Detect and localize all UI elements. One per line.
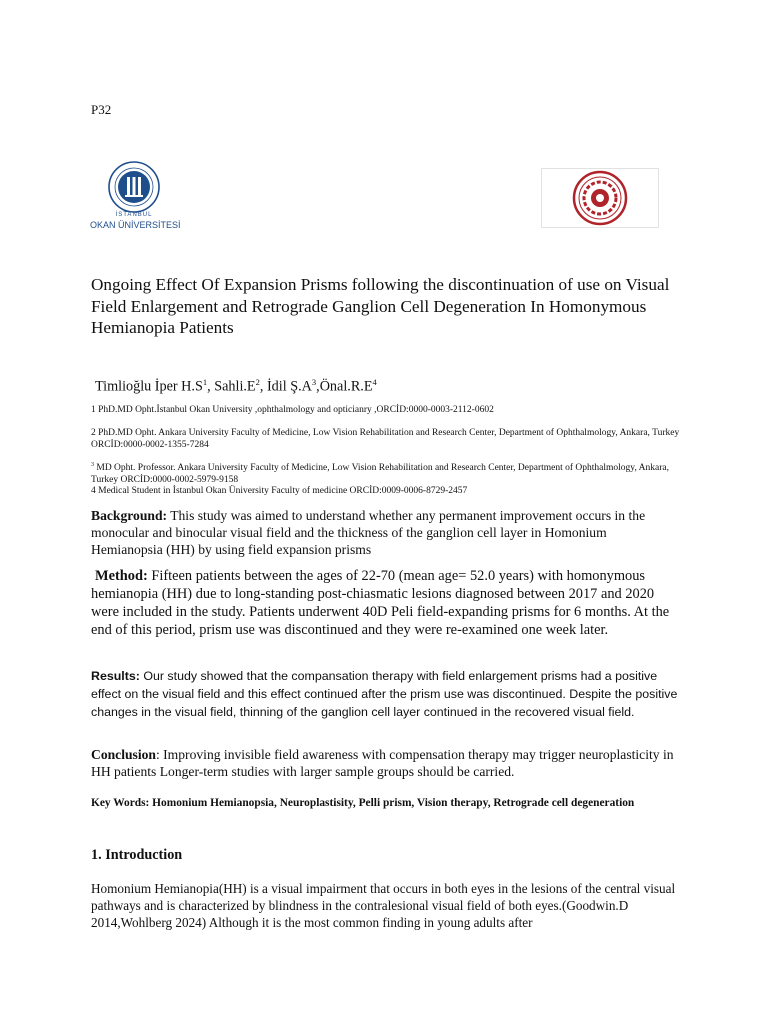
- ankara-university-seal-icon: [542, 169, 658, 227]
- affiliation-4: 4 Medical Student in İstanbul Okan Üniversity Faculty of medicine ORCİD:0009-0006-8729-2457: [91, 486, 468, 496]
- author-2: , Sahli.E: [207, 378, 256, 395]
- logo-line-istanbul: İSTANBUL: [115, 212, 153, 218]
- author-3-affiliation: 3: [311, 377, 317, 387]
- paper-title: Ongoing Effect Of Expansion Prisms following the discontinuation of use on Visual Field Enlargement and Retrograde Ganglion Cell Degeneration In Homonymous Hemianopia Patients: [91, 275, 670, 337]
- abstract-conclusion: [91, 746, 681, 780]
- author-list: [95, 377, 377, 396]
- ankara-university-logo: [541, 168, 659, 228]
- conclusion-label: Conclusion: [91, 747, 156, 762]
- affiliation-1: 1 PhD.MD Opht.İstanbul Okan University ,ophthalmology and opticianry ,ORCİD:0000-0003-2112-0602: [91, 405, 494, 415]
- abstract-method: [91, 567, 681, 639]
- author-1-affiliation: 1: [202, 377, 208, 387]
- logo-line-okan: OKAN ÜNİVERSİTESİ: [90, 220, 181, 230]
- affiliation-2: 2 PhD.MD Opht. Ankara University Faculty of Medicine, Low Vision Rehabilitation and Research Center, Department of Ophthalmology, Ankara, Turkey ORCİD:0000-0002-1355-7284: [91, 428, 680, 450]
- page-code: P32: [91, 102, 112, 117]
- abstract-background: [91, 507, 681, 558]
- keywords: Key Words: Homonium Hemianopsia, Neuroplastisity, Pelli prism, Vision therapy, Retrograde cell degeneration: [91, 797, 635, 809]
- results-label: Results:: [91, 669, 140, 683]
- background-label: Background:: [91, 508, 168, 523]
- author-4: ,Önal.R.E: [316, 378, 373, 395]
- affiliation-3-number: 3: [91, 462, 94, 468]
- affiliation-3-text: MD Opht. Professor. Ankara University Faculty of Medicine, Low Vision Rehabilitation and Research Center, Department of Ophthalmology, Ankara, Turkey ORCİD:0000-0002-5979-9158: [91, 463, 670, 485]
- section-heading-introduction: 1. Introduction: [91, 847, 183, 863]
- introduction-paragraph: Homonium Hemianopia(HH) is a visual impairment that occurs in both eyes in the lesions of the central visual pathways and is characterized by blindness in the contralesional visual field of both eyes.(Goodwin.D 2014,Wohlberg 2024) Although it is the most common finding in young adults after: [91, 881, 676, 930]
- conclusion-text: : Improving invisible field awareness with compensation therapy may trigger neuroplasticity in HH patients Longer-term studies with larger sample groups should be carried.: [91, 747, 674, 779]
- results-text: Our study showed that the compansation therapy with field enlargement prisms had a positive effect on the visual field and this effect continued after the prism use was discontinued. Despite the positive changes in the visual field, thinning of the ganglion cell layer continued in the recovered visual field.: [91, 669, 678, 719]
- method-label: Method:: [95, 568, 148, 584]
- author-4-affiliation: 4: [372, 377, 377, 387]
- affiliation-3: [91, 460, 691, 486]
- method-text: Fifteen patients between the ages of 22-70 (mean age= 52.0 years) with homonymous hemianopia (HH) due to long-standing post-chiasmatic lesions diagnosed between 2017 and 2020 were included in the study. Patients underwent 40D Peli field-expanding prisms for 6 months. At the end of this period, prism use was discontinued and they were re-examined one week later.: [91, 568, 670, 638]
- author-1: Timlioğlu İper H.S: [95, 378, 203, 395]
- okan-university-logo: [90, 160, 181, 234]
- abstract-results: [91, 667, 681, 721]
- author-3: , İdil Ş.A: [259, 378, 312, 395]
- background-text: This study was aimed to understand whether any permanent improvement occurs in the monocular and binocular visual field and the thickness of the ganglion cell layer in Homonium Hemianopsia (HH) by using field expansion prisms: [91, 508, 646, 557]
- author-2-affiliation: 2: [255, 377, 260, 387]
